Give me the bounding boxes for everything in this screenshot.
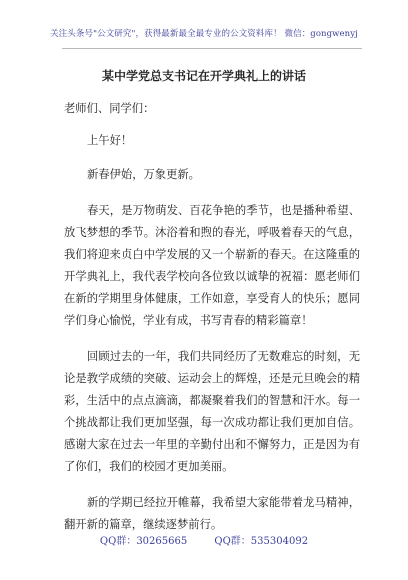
footer-qq-group-2: QQ群：535304092 [214, 536, 309, 547]
footer-qq-group-1: QQ群：30265665 [99, 536, 188, 547]
greeting: 上午好！ [87, 134, 133, 147]
header-divider [62, 48, 362, 49]
header-promo-note: 关注头条号"公文研究"，获得最新最全最专业的公文资料库！ 微信：gongwenyj [50, 29, 358, 39]
document-body [64, 98, 360, 536]
footer-contacts [0, 532, 408, 547]
paragraph-spring: 春天，是万物萌发、百花争艳的季节，也是播种希望、放飞梦想的季节。沐浴着和煦的春光，呼吸着春天的气息，我们将迎来贞白中学发展的又一个崭新的春天。在这隆重的开学典礼上，我代表学校向各位致以诚挚的祝福：愿老师们在新的学期里身体健康，工作如意，享受育人的快乐；愿同学们身心愉悦，学业有成，书写青春的精彩篇章！ [64, 204, 360, 327]
paragraph-new-term: 新的学期已经拉开帷幕，我希望大家能带着龙马精神，翻开新的篇章，继续逐梦前行。 [64, 496, 360, 531]
paragraph-review: 回顾过去的一年，我们共同经历了无数难忘的时刻，无论是教学成绩的突破、运动会上的辉煌，还是元旦晚会的精彩，生活中的点点滴滴，都凝聚着我们的智慧和汗水。每一个挑战都让我们更加坚强，每一次成功都让我们更加自信。感谢大家在过去一年里的辛勤付出和不懈努力，正是因为有了你们，我们的校园才更加美丽。 [64, 350, 360, 473]
salutation: 老师们、同学们： [64, 102, 155, 115]
document-title: 某中学党总支书记在开学典礼上的讲话 [101, 69, 306, 83]
opening-line: 新春伊始，万象更新。 [87, 168, 200, 181]
